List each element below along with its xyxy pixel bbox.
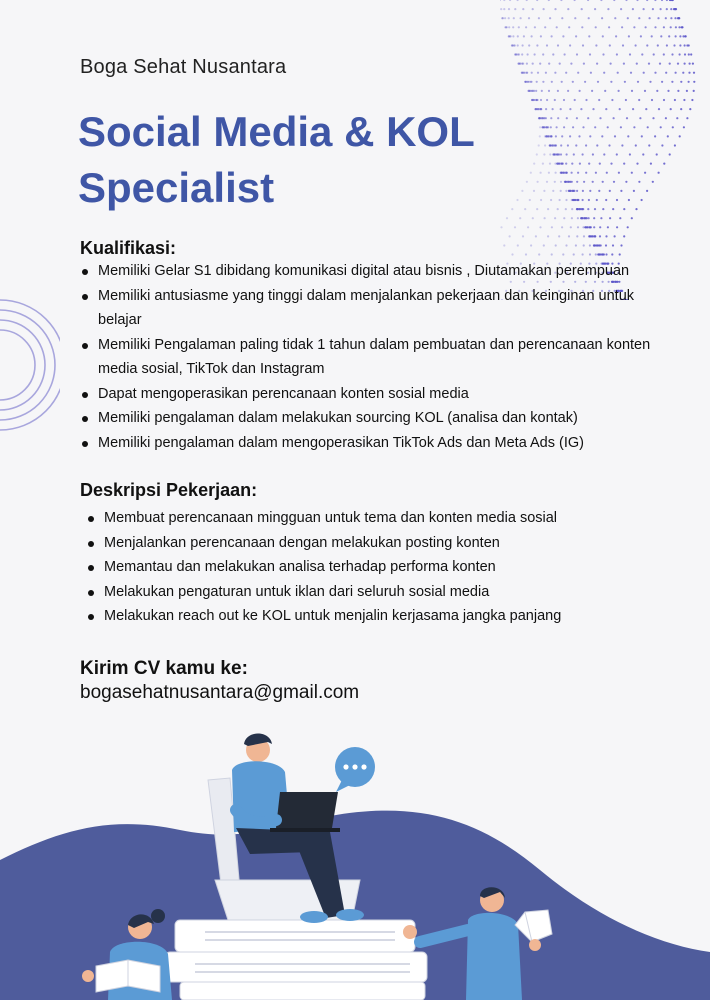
list-item: Memiliki Pengalaman paling tidak 1 tahun dalam pembuatan dan perencanaan konten media sosial, TikTok dan Instagram <box>80 333 680 382</box>
list-item: Melakukan pengaturan untuk iklan dari seluruh sosial media <box>86 580 646 605</box>
list-item: Menjalankan perencanaan dengan melakukan posting konten <box>86 531 646 556</box>
list-item: Memantau dan melakukan analisa terhadap performa konten <box>86 555 646 580</box>
list-item: Melakukan reach out ke KOL untuk menjalin kerjasama jangka panjang <box>86 604 646 629</box>
book-stack <box>165 920 427 1000</box>
list-item: Memiliki pengalaman dalam melakukan sourcing KOL (analisa dan kontak) <box>80 406 680 431</box>
job-description-heading: Deskripsi Pekerjaan: <box>80 480 258 500</box>
concentric-arcs <box>0 290 60 440</box>
job-description-list <box>86 506 646 629</box>
qualifications-heading: Kualifikasi: <box>80 238 177 258</box>
people-with-laptop-and-books-illustration <box>0 720 710 1000</box>
list-item: Memiliki Gelar S1 dibidang komunikasi digital atau bisnis , Diutamakan perempuan <box>80 259 680 284</box>
list-item: Dapat mengoperasikan perencanaan konten sosial media <box>80 382 680 407</box>
contact-email[interactable]: bogasehatnusantara@gmail.com <box>80 682 360 703</box>
list-item: Memiliki antusiasme yang tinggi dalam menjalankan pekerjaan dan keinginan untuk belajar <box>80 284 680 333</box>
list-item: Memiliki pengalaman dalam mengoperasikan TikTok Ads dan Meta Ads (IG) <box>80 431 680 456</box>
list-item: Membuat perencanaan mingguan untuk tema dan konten media sosial <box>86 506 646 531</box>
qualifications-list <box>80 259 680 455</box>
chat-bubble-icon <box>335 747 375 792</box>
contact-heading: Kirim CV kamu ke: <box>80 658 248 679</box>
company-name: Boga Sehat Nusantara <box>80 56 287 78</box>
job-title: Social Media & KOL Specialist <box>78 108 474 211</box>
